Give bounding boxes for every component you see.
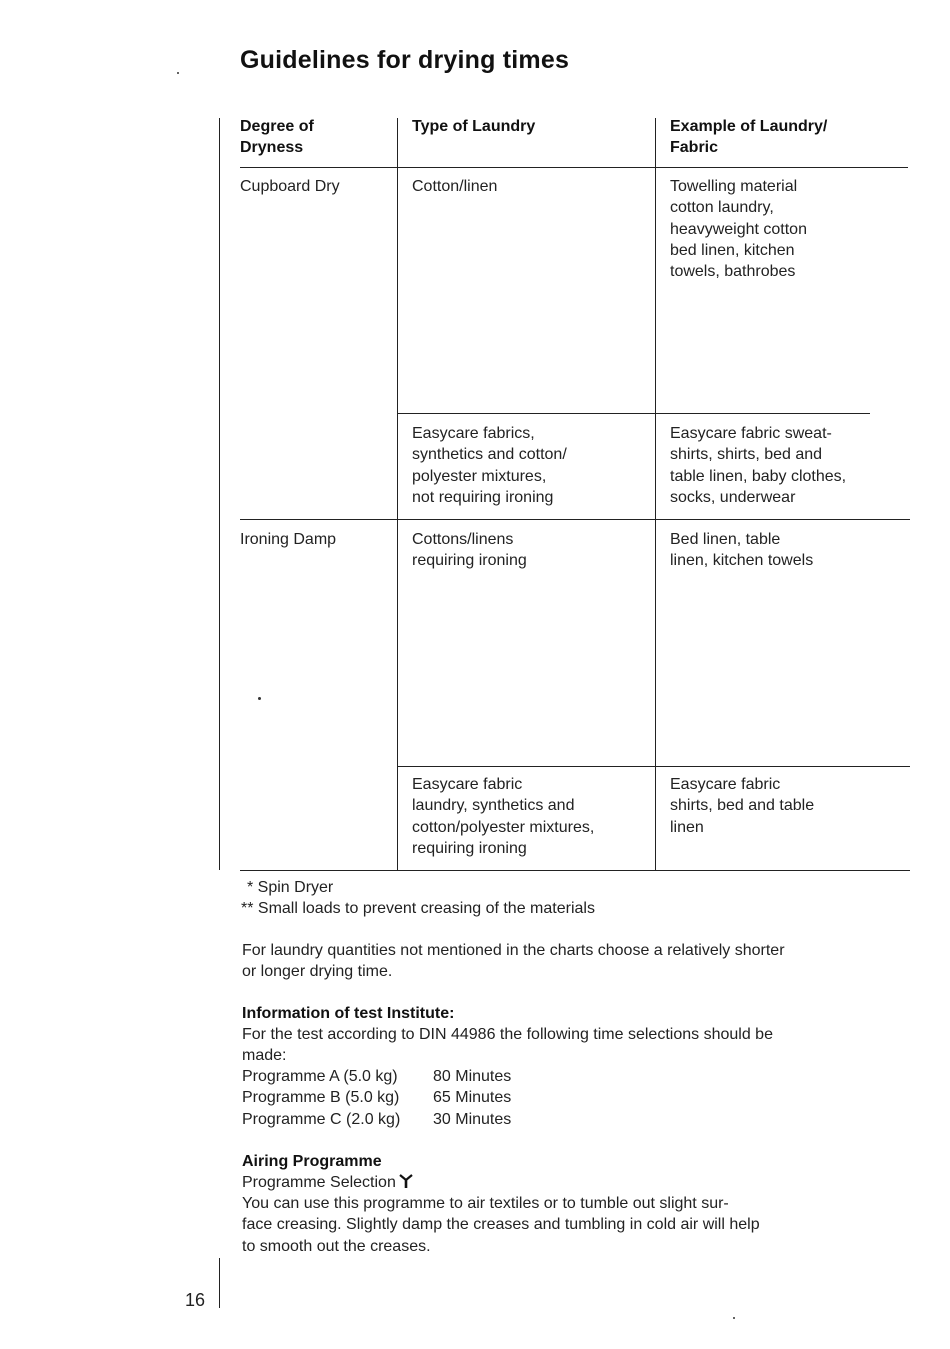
table-row-rule <box>398 766 910 767</box>
margin-rule-upper <box>219 118 220 870</box>
table-cell-type: Easycare fabrics, synthetics and cotton/ polyester mixtures, not requiring ironing <box>412 425 567 506</box>
table-cell-example: Towelling material cotton laundry, heavyweight cotton bed linen, kitchen towels, bathrobes <box>670 178 807 281</box>
print-mark <box>177 72 179 74</box>
table-header-rule <box>240 167 908 168</box>
print-mark <box>258 697 261 700</box>
table-cell-example: Easycare fabric shirts, bed and table linen <box>670 776 815 836</box>
airing-programme-heading: Airing Programme <box>242 1153 382 1170</box>
page-number: 16 <box>185 1290 206 1310</box>
print-mark <box>733 1317 735 1319</box>
programme-row <box>242 1109 511 1130</box>
programme-name: Programme C (2.0 kg) <box>242 1110 401 1128</box>
margin-rule-lower <box>219 1258 220 1308</box>
footnote-single: * Spin Dryer <box>247 879 334 896</box>
programme-time: 30 Minutes <box>433 1110 512 1128</box>
page-title: Guidelines for drying times <box>240 46 570 74</box>
table-column-divider <box>655 118 656 870</box>
table-row-rule <box>240 519 910 520</box>
table-cell-type: Cotton/linen <box>412 178 498 195</box>
table-cell-degree: Cupboard Dry <box>240 178 340 195</box>
table-cell-type: Cottons/linens requiring ironing <box>412 531 527 570</box>
table-row-rule <box>398 413 870 414</box>
airing-symbol-icon <box>399 1173 413 1189</box>
table-cell-example: Bed linen, table linen, kitchen towels <box>670 531 814 570</box>
programme-name: Programme A (5.0 kg) <box>242 1068 398 1085</box>
footnote-double: ** Small loads to prevent creasing of the materials <box>241 900 595 917</box>
programme-time: 80 Minutes <box>433 1068 512 1085</box>
programme-selection-label: Programme Selection <box>242 1174 396 1191</box>
table-header-example: Example of Laundry/ Fabric <box>670 118 828 156</box>
table-cell-type: Easycare fabric laundry, synthetics and cotton/polyester mixtures, requiring ironing <box>412 776 595 857</box>
programme-time-list <box>242 1066 511 1130</box>
laundry-quantities-paragraph: For laundry quantities not mentioned in the charts choose a relatively shorter or longer drying time. <box>242 942 785 981</box>
programme-row <box>242 1087 511 1108</box>
table-cell-degree: Ironing Damp <box>240 531 337 548</box>
programme-selection-line <box>242 1172 413 1193</box>
table-header-type: Type of Laundry <box>412 118 536 135</box>
table-header-degree: Degree of Dryness <box>240 118 314 156</box>
test-institute-text: For the test according to DIN 44986 the following time selections should be made: <box>242 1026 773 1065</box>
table-bottom-rule <box>240 870 910 871</box>
programme-time: 65 Minutes <box>433 1089 512 1107</box>
table-column-divider <box>397 118 398 870</box>
airing-programme-text: You can use this programme to air textiles or to tumble out slight sur- face creasing. Slightly damp the creases and tumbling in cold air will help to smooth out the creases. <box>242 1195 760 1255</box>
test-institute-heading: Information of test Institute: <box>242 1005 455 1022</box>
programme-row <box>242 1066 511 1087</box>
programme-name: Programme B (5.0 kg) <box>242 1089 400 1107</box>
table-cell-example: Easycare fabric sweat- shirts, shirts, bed and table linen, baby clothes, socks, underwear <box>670 425 847 506</box>
